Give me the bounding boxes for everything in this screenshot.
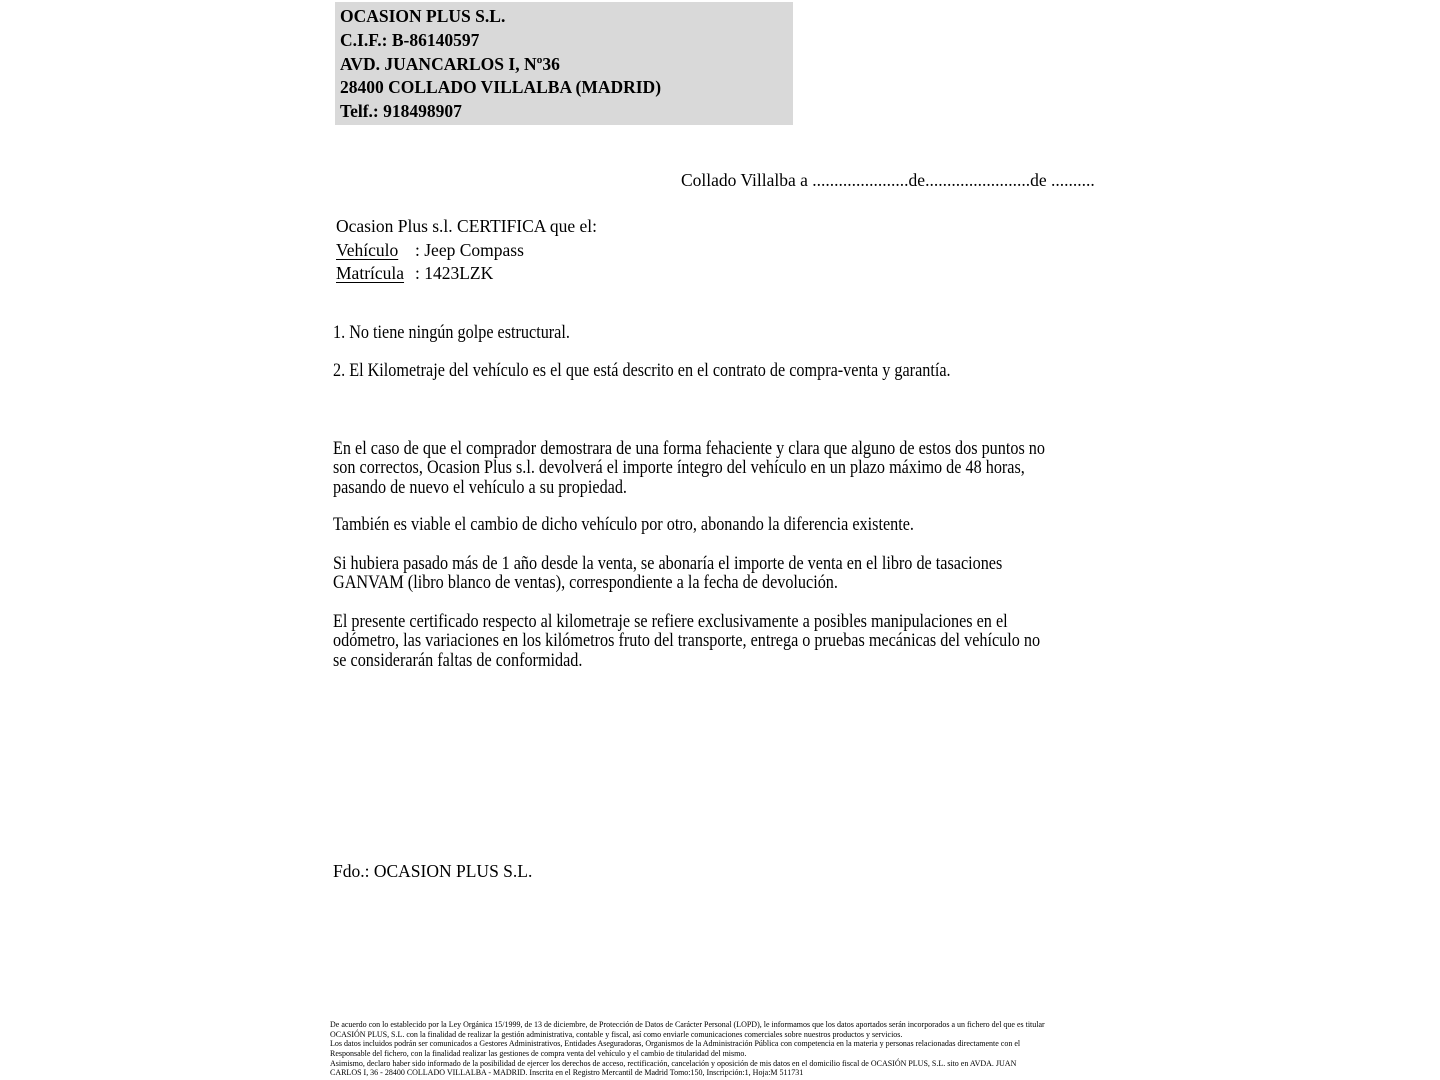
text-line: odómetro, las variaciones en los kilómetros fruto del transporte, entrega o pruebas mecánicas del vehículo no xyxy=(333,631,1041,652)
signature-line: Fdo.: OCASION PLUS S.L. xyxy=(333,861,533,881)
paragraph-vehicle-exchange xyxy=(333,516,914,535)
clause-2 xyxy=(333,362,951,381)
company-header-box xyxy=(335,2,793,125)
clause-1 xyxy=(333,324,570,343)
text-line: OCASIÓN PLUS, S.L. con la finalidad de realizar la gestión administrativa, contable y fiscal, así como enviarle comunicaciones comerciales sobre nuestros productos y servicios. xyxy=(330,1028,903,1039)
vehicle-field-label: Vehículo xyxy=(336,239,399,260)
text-line: Asimismo, declaro haber sido informado de la posibilidad de ejercer los derechos de acceso, rectificación, cancelación y oposición de mis datos en el domicilio fiscal de OCASIÓN PLUS, S.L. sito en AVDA. JUAN xyxy=(330,1057,1017,1068)
text-line: Responsable del fichero, con la finalidad realizar las gestiones de compra venta del vehículo y el cambio de titularidad del mismo. xyxy=(330,1047,747,1058)
plate-field-label: Matrícula xyxy=(336,263,405,284)
text-line: son correctos, Ocasion Plus s.l. devolverá el importe íntegro del vehículo en un plazo máximo de 48 horas, xyxy=(333,458,1025,479)
paragraph-odometer-disclaimer xyxy=(333,613,1040,671)
text-line: Los datos incluidos podrán ser comunicados a Gestores Administrativos, Entidades Aseguradoras, Organismos de la Administración Pública con competencia en la materia y personas relacionadas directamente con el xyxy=(330,1038,1021,1049)
company-phone: Telf.: 918498907 xyxy=(340,101,462,122)
company-address: AVD. JUANCARLOS I, Nº36 xyxy=(340,53,560,74)
text-line: El presente certificado respecto al kilometraje se refiere exclusivamente a posibles manipulaciones en el xyxy=(333,612,1008,632)
text-line: Si hubiera pasado más de 1 año desde la venta, se abonaría el importe de venta en el libro de tasaciones xyxy=(333,554,1003,574)
paragraph-ganvam-valuation xyxy=(333,555,1002,594)
place-date-line: Collado Villalba a ......................de........................de .......... xyxy=(681,170,1095,190)
company-name: OCASION PLUS S.L. xyxy=(340,6,506,26)
text-line: CARLOS I, 36 - 28400 COLLADO VILLALBA - MADRID. Inscrita en el Registro Mercantil de Madrid Tomo:150, Inscripción:1, Hoja:M 511731 xyxy=(330,1067,804,1078)
legal-footer xyxy=(330,1020,1045,1078)
plate-field-value: : 1423LZK xyxy=(415,263,494,284)
text-line: 2. El Kilometraje del vehículo es el que está descrito en el contrato de compra-venta y garantía. xyxy=(333,361,951,381)
text-line: De acuerdo con lo establecido por la Ley Orgánica 15/1999, de 13 de diciembre, de Protección de Datos de Carácter Personal (LOPD), le informamos que los datos aportados serán incorporados a un fichero del que es titular xyxy=(330,1019,1045,1029)
text-line: En el caso de que el comprador demostrara de una forma fehaciente y clara que alguno de estos dos puntos no xyxy=(333,439,1045,459)
vehicle-field-value: : Jeep Compass xyxy=(415,239,524,260)
plate-field-row xyxy=(336,262,597,286)
certification-block xyxy=(336,215,597,286)
paragraph-refund-conditions xyxy=(333,440,1045,498)
company-cif: C.I.F.: B-86140597 xyxy=(340,29,480,50)
text-line: GANVAM (libro blanco de ventas), correspondiente a la fecha de devolución. xyxy=(333,573,838,594)
text-line: pasando de nuevo el vehículo a su propiedad. xyxy=(333,477,627,498)
text-line: 1. No tiene ningún golpe estructural. xyxy=(333,323,570,343)
vehicle-field-row xyxy=(336,239,597,263)
text-line: se considerarán faltas de conformidad. xyxy=(333,650,583,671)
text-line: También es viable el cambio de dicho vehículo por otro, abonando la diferencia existente. xyxy=(333,515,914,535)
company-city: 28400 COLLADO VILLALBA (MADRID) xyxy=(340,77,662,98)
certification-intro: Ocasion Plus s.l. CERTIFICA que el: xyxy=(336,216,597,236)
